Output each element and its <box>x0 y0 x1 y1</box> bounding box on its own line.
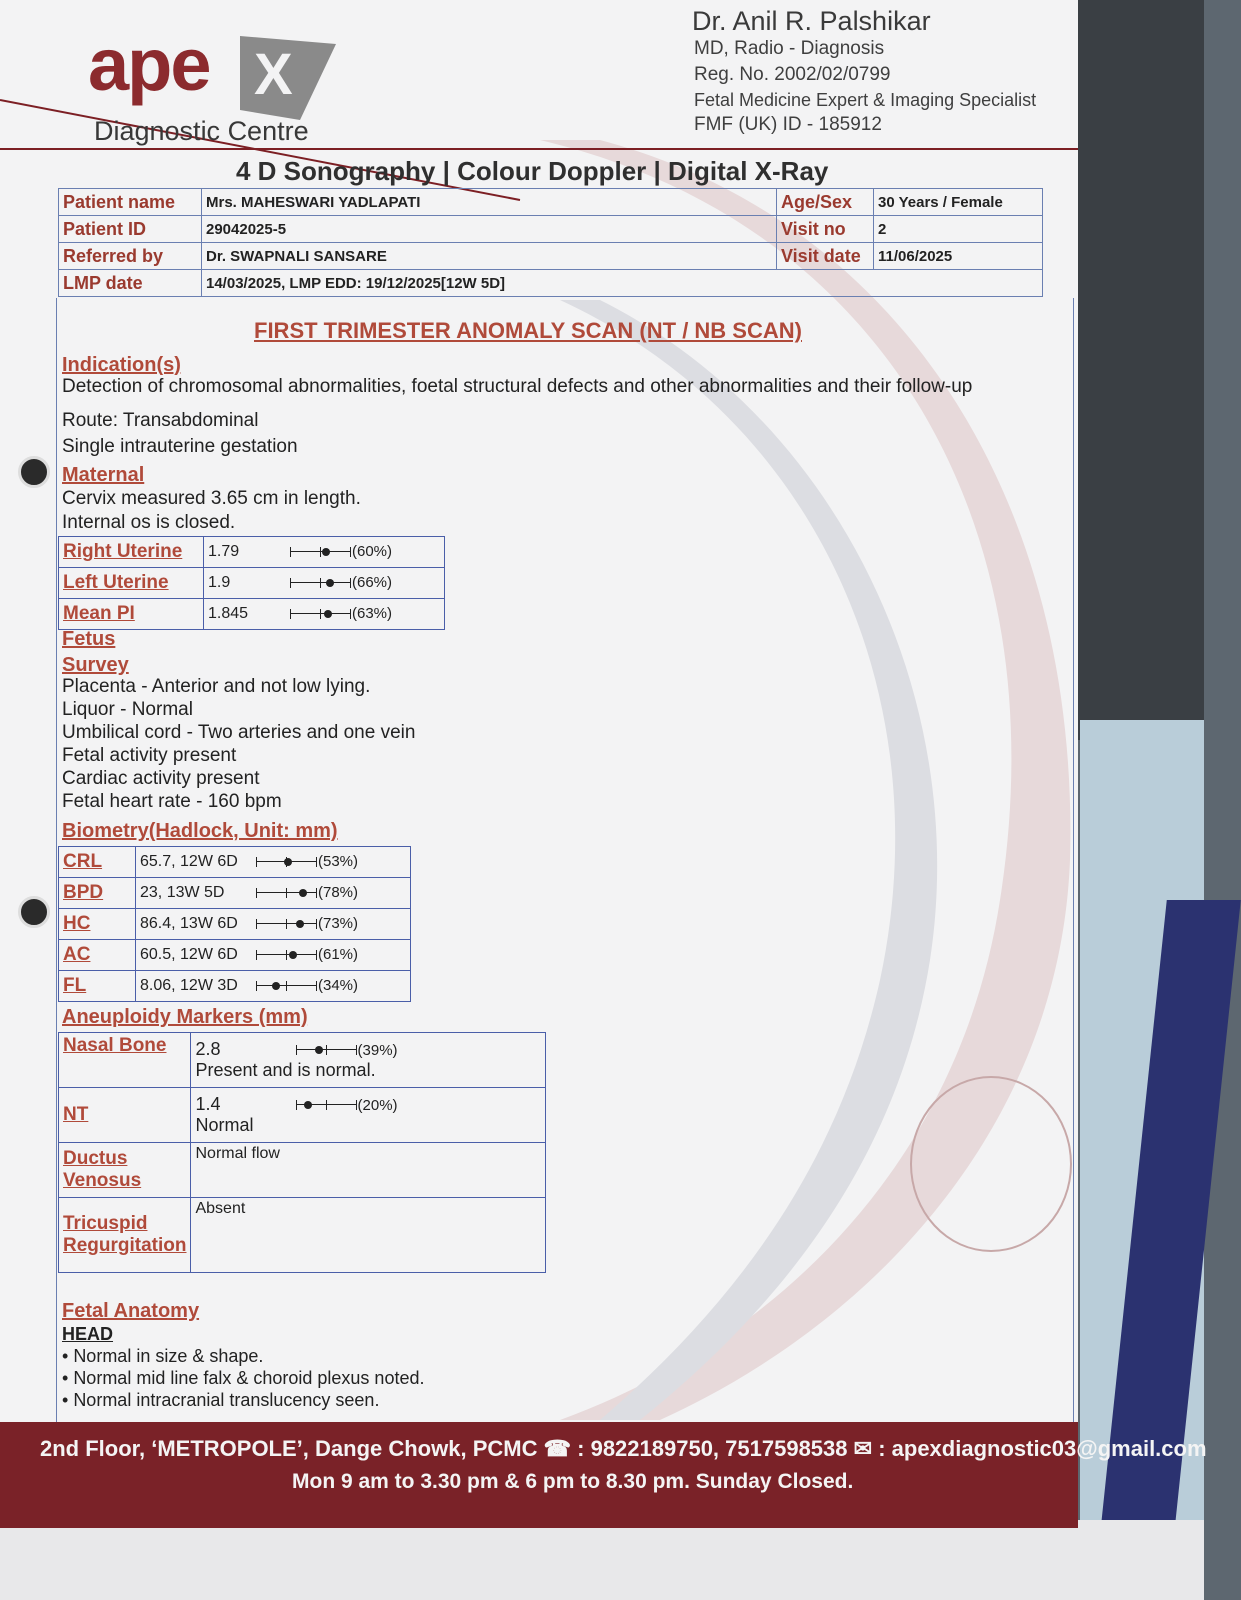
visit-no-value: 2 <box>874 216 1043 243</box>
clinic-logo-subtitle: Diagnostic Centre <box>94 116 309 146</box>
measurement-value-cell <box>136 940 411 971</box>
anatomy-bullet-text: Normal in size & shape. <box>73 1346 264 1366</box>
percentile-gauge <box>256 981 316 991</box>
measurement-label: CRL <box>59 847 136 878</box>
cervix-text: Cervix measured 3.65 cm in length. <box>62 488 361 509</box>
footer-phone: : 9822189750, 7517598538 <box>577 1436 848 1461</box>
nasal-bone-value: 2.8 <box>195 1039 221 1059</box>
measurement-percent: (60%) <box>352 543 393 560</box>
percentile-marker <box>326 579 334 587</box>
measurement-percent: (63%) <box>352 605 393 622</box>
percentile-gauge <box>256 950 316 960</box>
route-text: Route: Transabdominal <box>62 410 259 431</box>
survey-line <box>62 699 193 721</box>
svg-text:X: X <box>254 42 293 107</box>
fetus-heading: Fetus <box>62 628 116 650</box>
nt-gauge <box>296 1100 356 1110</box>
survey-line-text: Fetal activity present <box>62 745 237 766</box>
phone-icon: ☎ <box>543 1436 572 1461</box>
doctor-fmf-id: FMF (UK) ID - 185912 <box>694 114 882 135</box>
patient-info-table <box>58 188 1043 297</box>
measurement-value-cell <box>136 878 411 909</box>
doctor-degree: MD, Radio - Diagnosis <box>694 38 885 59</box>
ductus-venosus-label: Ductus Venosus <box>59 1143 191 1198</box>
survey-heading: Survey <box>62 654 129 676</box>
measurement-value-cell <box>136 847 411 878</box>
percentile-marker <box>299 889 307 897</box>
measurement-value: 86.4, 13W 6D <box>140 915 238 932</box>
measurement-value: 23, 13W 5D <box>140 884 225 901</box>
footer-address-line <box>40 1436 1207 1462</box>
measurement-value: 1.845 <box>208 605 249 622</box>
nt-value: 1.4 <box>195 1094 221 1114</box>
measurement-value: 1.79 <box>208 543 240 560</box>
visit-no-label: Visit no <box>777 216 874 243</box>
measurement-value: 8.06, 12W 3D <box>140 977 238 994</box>
measurement-row <box>59 568 445 599</box>
patient-id-label: Patient ID <box>59 216 202 243</box>
measurement-percent: (73%) <box>318 915 359 932</box>
percentile-gauge <box>256 888 316 898</box>
punch-hole <box>18 456 50 488</box>
measurement-label: BPD <box>59 878 136 909</box>
internal-os-text: Internal os is closed. <box>62 512 236 533</box>
anatomy-bullet-text: Normal intracranial translucency seen. <box>73 1390 380 1410</box>
survey-line <box>62 676 370 698</box>
survey-line <box>62 791 282 813</box>
patient-name-label: Patient name <box>59 189 202 216</box>
footer-email: : apexdiagnostic03@gmail.com <box>878 1436 1207 1461</box>
lmp-date-value: 14/03/2025, LMP EDD: 19/12/2025[12W 5D] <box>202 270 1043 297</box>
doctor-registration: Reg. No. 2002/02/0799 <box>694 64 891 85</box>
measurement-row <box>59 847 411 878</box>
survey-line <box>62 768 259 790</box>
tricuspid-label: Tricuspid Regurgitation <box>59 1198 191 1273</box>
survey-line-text: Liquor - Normal <box>62 699 193 720</box>
tricuspid-value: Absent <box>191 1198 546 1273</box>
measurement-percent: (34%) <box>318 977 359 994</box>
nasal-bone-note: Present and is normal. <box>195 1060 376 1080</box>
percentile-gauge <box>256 857 316 867</box>
aneuploidy-heading: Aneuploidy Markers (mm) <box>62 1006 308 1028</box>
clinic-logo-wordmark: ape <box>88 23 210 106</box>
age-sex-value: 30 Years / Female <box>874 189 1043 216</box>
percentile-marker <box>296 920 304 928</box>
clinic-footer <box>0 1422 1207 1528</box>
anatomy-bullet-text: Normal mid line falx & choroid plexus noted. <box>73 1368 425 1388</box>
report-title: FIRST TRIMESTER ANOMALY SCAN (NT / NB SCAN) <box>254 318 802 343</box>
punch-hole <box>18 896 50 928</box>
age-sex-label: Age/Sex <box>777 189 874 216</box>
nasal-bone-percent: (39%) <box>357 1042 398 1059</box>
measurement-percent: (66%) <box>352 574 393 591</box>
measurement-value-cell <box>204 537 445 568</box>
measurement-value-cell <box>204 568 445 599</box>
head-subheading: HEAD <box>62 1324 114 1344</box>
measurement-row <box>59 599 445 630</box>
clinic-logo-x-icon <box>240 28 336 120</box>
measurement-label: FL <box>59 971 136 1002</box>
survey-line-text: Fetal heart rate - 160 bpm <box>62 791 282 812</box>
patient-name-value: Mrs. MAHESWARI YADLAPATI <box>202 189 777 216</box>
measurement-row <box>59 537 445 568</box>
measurement-value: 60.5, 12W 6D <box>140 946 238 963</box>
doctor-name: Dr. Anil R. Palshikar <box>692 6 931 36</box>
email-icon: ✉ <box>853 1436 873 1461</box>
nt-cell <box>191 1088 546 1143</box>
measurement-row <box>59 878 411 909</box>
percentile-marker <box>322 548 330 556</box>
bullet-icon: • <box>62 1346 74 1366</box>
measurement-percent: (78%) <box>318 884 359 901</box>
measurement-label: AC <box>59 940 136 971</box>
measurement-label: Mean PI <box>59 599 204 630</box>
percentile-marker <box>272 982 280 990</box>
percentile-gauge <box>290 547 350 557</box>
biometry-heading: Biometry(Hadlock, Unit: mm) <box>62 820 338 842</box>
indications-heading: Indication(s) <box>62 354 181 376</box>
nt-label: NT <box>59 1088 191 1143</box>
measurement-value: 1.9 <box>208 574 231 591</box>
percentile-gauge <box>256 919 316 929</box>
survey-line-text: Placenta - Anterior and not low lying. <box>62 676 371 697</box>
visit-date-label: Visit date <box>777 243 874 270</box>
measurement-value-cell <box>204 599 445 630</box>
measurement-percent: (53%) <box>318 853 359 870</box>
anatomy-bullet <box>62 1368 424 1389</box>
survey-line <box>62 722 415 744</box>
anatomy-bullet <box>62 1346 263 1367</box>
measurement-row <box>59 909 411 940</box>
indications-text: Detection of chromosomal abnormalities, foetal structural defects and other abnormalities and their follow-up <box>62 376 973 397</box>
nt-note: Normal <box>195 1115 254 1135</box>
nasal-bone-gauge <box>296 1045 356 1055</box>
percentile-marker <box>315 1046 323 1054</box>
percentile-marker <box>289 951 297 959</box>
anatomy-bullet <box>62 1390 379 1411</box>
patient-id-value: 29042025-5 <box>202 216 777 243</box>
nasal-bone-cell <box>191 1033 546 1088</box>
fetal-anatomy-heading: Fetal Anatomy <box>62 1300 200 1322</box>
measurement-row <box>59 971 411 1002</box>
footer-address: 2nd Floor, ‘METROPOLE’, Dange Chowk, PCMC <box>40 1436 538 1461</box>
survey-line <box>62 745 236 767</box>
measurement-value-cell <box>136 909 411 940</box>
nasal-bone-label: Nasal Bone <box>59 1033 191 1088</box>
survey-line-text: Umbilical cord - Two arteries and one vein <box>62 722 416 743</box>
measurement-percent: (61%) <box>318 946 359 963</box>
doctor-stamp-circle <box>910 1076 1072 1252</box>
footer-hours: Mon 9 am to 3.30 pm & 6 pm to 8.30 pm. Sunday Closed. <box>292 1470 854 1493</box>
bullet-icon: • <box>62 1390 74 1410</box>
measurement-value: 65.7, 12W 6D <box>140 853 238 870</box>
percentile-gauge <box>290 609 350 619</box>
measurement-label: Left Uterine <box>59 568 204 599</box>
referred-by-label: Referred by <box>59 243 202 270</box>
uterine-pi-table <box>58 536 445 630</box>
measurement-row <box>59 940 411 971</box>
bullet-icon: • <box>62 1368 74 1388</box>
percentile-marker <box>324 610 332 618</box>
measurement-label: Right Uterine <box>59 537 204 568</box>
referred-by-value: Dr. SWAPNALI SANSARE <box>202 243 777 270</box>
measurement-label: HC <box>59 909 136 940</box>
biometry-table <box>58 846 411 1002</box>
visit-date-value: 11/06/2025 <box>874 243 1043 270</box>
services-tagline: 4 D Sonography | Colour Doppler | Digital X-Ray <box>236 156 829 186</box>
measurement-value-cell <box>136 971 411 1002</box>
percentile-gauge <box>290 578 350 588</box>
nt-percent: (20%) <box>357 1097 398 1114</box>
maternal-heading: Maternal <box>62 464 145 486</box>
aneuploidy-table <box>58 1032 546 1273</box>
gestation-text: Single intrauterine gestation <box>62 436 298 457</box>
lmp-date-label: LMP date <box>59 270 202 297</box>
percentile-marker <box>304 1101 312 1109</box>
percentile-marker <box>284 858 292 866</box>
doctor-specialty: Fetal Medicine Expert & Imaging Specialist <box>694 90 1037 110</box>
survey-line-text: Cardiac activity present <box>62 768 260 789</box>
header-divider <box>0 148 1078 150</box>
ductus-venosus-value: Normal flow <box>191 1143 546 1198</box>
